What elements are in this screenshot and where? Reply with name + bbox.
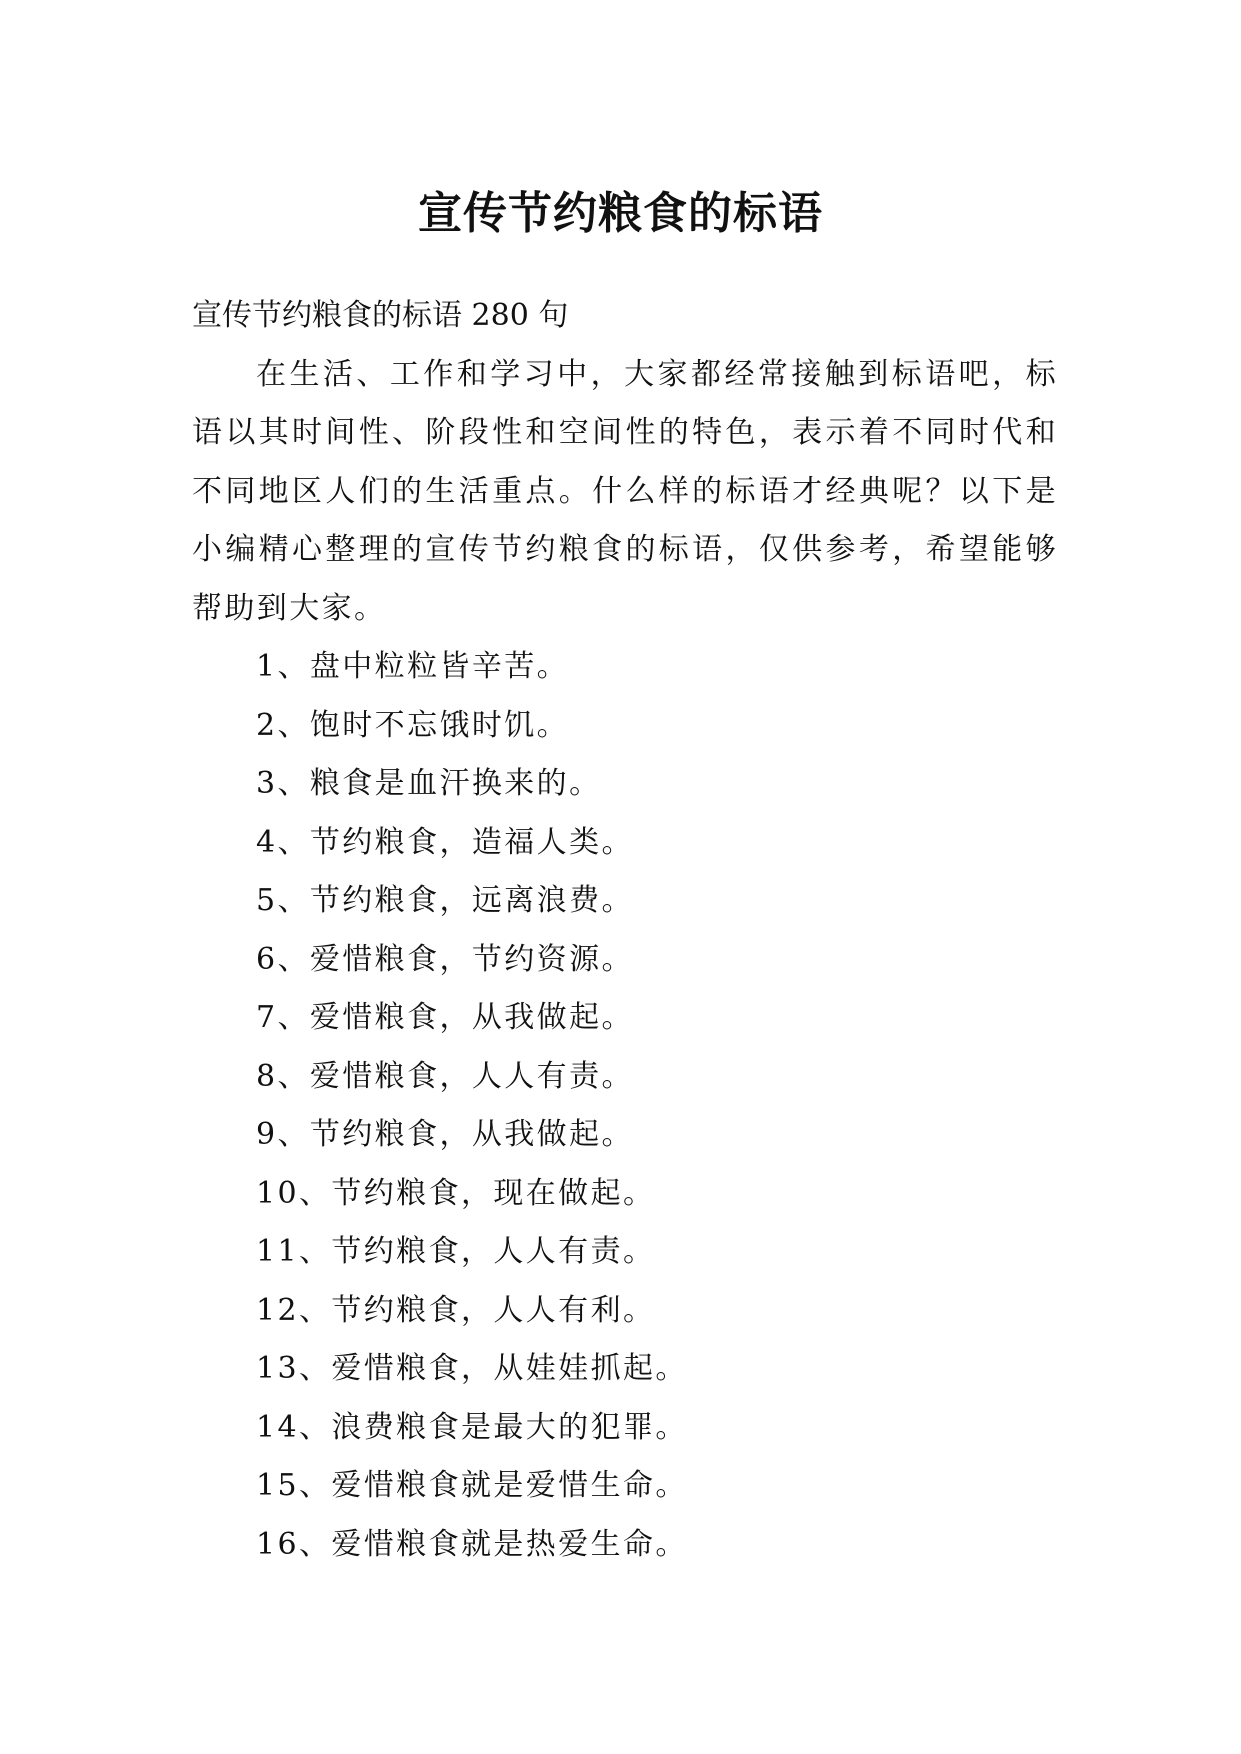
slogan-item: 10、节约粮食，现在做起。: [256, 1175, 656, 1211]
intro-paragraph: 在生活、工作和学习中，大家都经常接触到标语吧，标语以其时间性、阶段性和空间性的特色，表示着不同时代和不同地区人们的生活重点。什么样的标语才经典呢？以下是小编精心整理的宣传节约粮食的标语，仅供参考，希望能够帮助到大家。: [192, 356, 1058, 626]
slogan-item: 2、饱时不忘饿时饥。: [256, 707, 570, 743]
document-subtitle: 宣传节约粮食的标语 280 句: [192, 298, 569, 333]
slogan-item: 15、爱惜粮食就是爱惜生命。: [256, 1468, 688, 1503]
document-title: 宣传节约粮食的标语: [418, 188, 823, 240]
document-body: [192, 287, 1058, 1574]
slogan-item: 12、节约粮食，人人有利。: [256, 1292, 656, 1328]
slogan-item: 16、爱惜粮食就是热爱生命。: [256, 1526, 688, 1562]
slogan-item: 8、爱惜粮食，人人有责。: [256, 1058, 634, 1094]
slogan-item: 11、节约粮食，人人有责。: [256, 1234, 656, 1269]
slogan-item: 13、爱惜粮食，从娃娃抓起。: [256, 1351, 688, 1386]
slogan-list: [192, 638, 1058, 1574]
slogan-item: 3、粮食是血汗换来的。: [256, 766, 602, 801]
slogan-item: 5、节约粮食，远离浪费。: [256, 883, 634, 918]
slogan-item: 14、浪费粮食是最大的犯罪。: [256, 1409, 688, 1445]
slogan-item: 4、节约粮食，造福人类。: [256, 824, 634, 860]
slogan-item: 7、爱惜粮食，从我做起。: [256, 1000, 634, 1035]
slogan-item: 1、盘中粒粒皆辛苦。: [256, 649, 570, 684]
slogan-item: 6、爱惜粮食，节约资源。: [256, 941, 634, 977]
slogan-item: 9、节约粮食，从我做起。: [256, 1117, 634, 1152]
